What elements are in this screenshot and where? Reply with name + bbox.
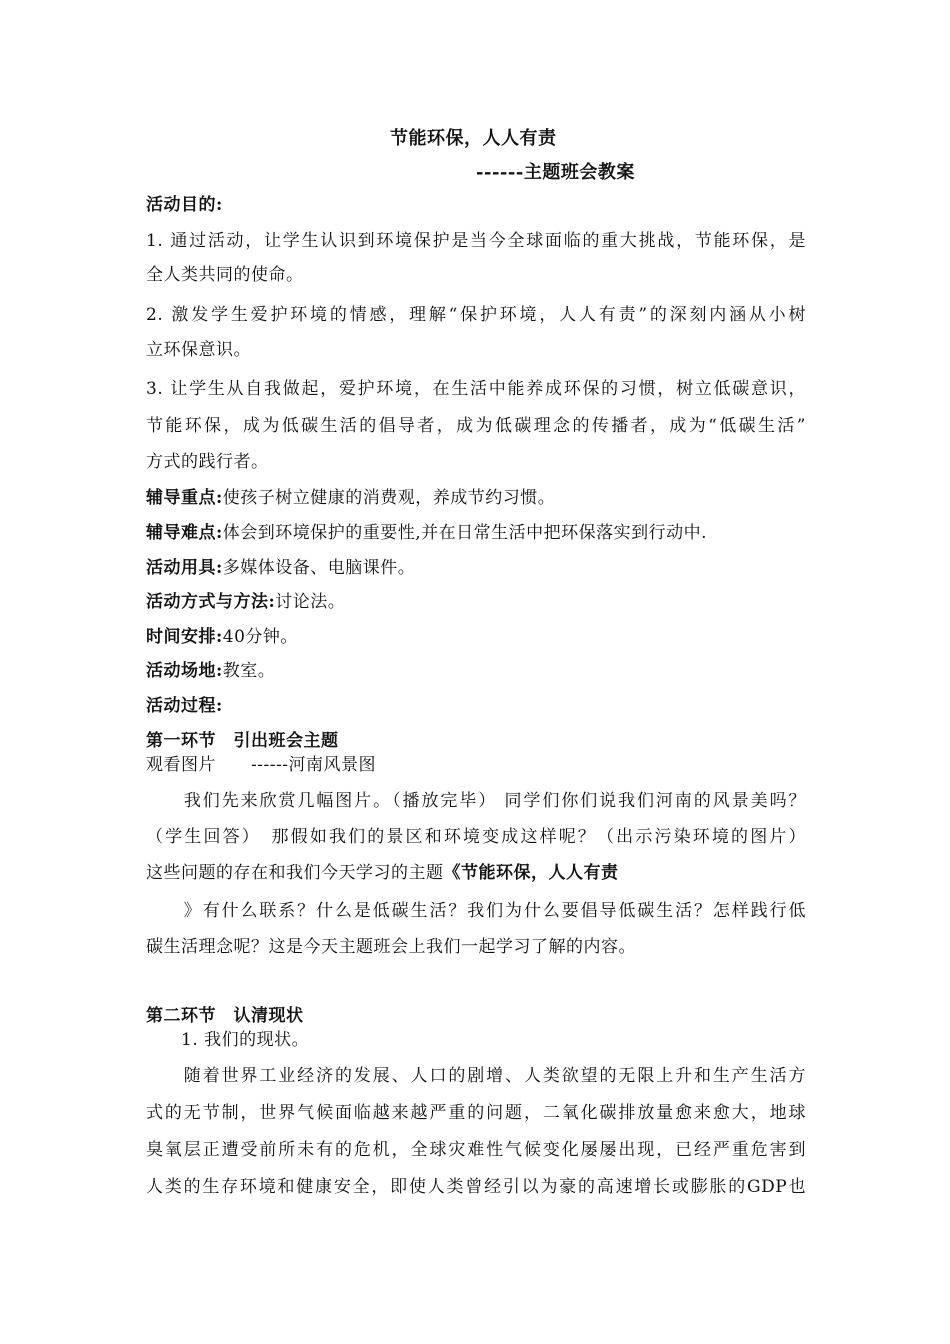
method-line — [146, 590, 345, 614]
place-line — [146, 659, 275, 683]
difficulty-text: 体会到环境保护的重要性,并在日常生活中把环保落实到行动中. — [222, 523, 708, 543]
place-label: 活动场地: — [146, 661, 223, 681]
purpose-item-3-line-2: 节能环保，成为低碳生活的倡导者，成为低碳理念的传播者，成为“低碳生活” — [146, 416, 806, 436]
section-2-paragraph-line-4: 人类的生存环境和健康安全，即使人类曾经引以为豪的高速增长或膨胀的GDP也 — [146, 1177, 806, 1197]
section-1-paragraph-line-5: 碳生活理念呢？这是今天主题班会上我们一起学习了解的内容。 — [146, 937, 636, 957]
section-1-theme-title: 《节能环保，人人有责 — [443, 863, 619, 883]
key-point-label: 辅导重点: — [146, 488, 223, 508]
purpose-item-1-line-2: 全人类共同的使命。 — [146, 265, 304, 285]
method-text: 讨论法。 — [275, 592, 346, 612]
purpose-item-2-line-2: 立环保意识。 — [146, 340, 251, 360]
document-subtitle: ------主题班会教案 — [476, 162, 635, 183]
section-1-paragraph-line-1: 我们先来欣赏几幅图片。（播放完毕） 同学们你们说我们河南的风景美吗？ — [146, 791, 806, 811]
section-1-subheading: 观看图片 ------河南风景图 — [146, 755, 376, 775]
document-title: 节能环保，人人有责 — [390, 128, 557, 149]
purpose-item-3-line-1: 3. 让学生从自我做起，爱护环境，在生活中能养成环保的习惯，树立低碳意识， — [146, 379, 806, 399]
purpose-item-1-line-1: 1. 通过活动，让学生认识到环境保护是当今全球面临的重大挑战，节能环保，是 — [146, 231, 806, 251]
section-2-heading: 第二环节 认清现状 — [146, 1006, 304, 1026]
key-point-line — [146, 486, 555, 510]
section-1-heading: 第一环节 引出班会主题 — [146, 731, 339, 751]
section-1-paragraph-line-4: 》有什么联系？什么是低碳生活？我们为什么要倡导低碳生活？怎样践行低 — [146, 901, 806, 921]
section-2-paragraph-line-3: 臭氧层正遭受前所未有的危机，全球灾难性气候变化屡屡出现，已经严重危害到 — [146, 1140, 806, 1160]
section-2-subheading: 1. 我们的现状。 — [146, 1030, 310, 1050]
section-2-paragraph-line-2: 式的无节制，世界气候面临越来越严重的问题，二氧化碳排放量愈来愈大，地球 — [146, 1103, 806, 1123]
time-line — [146, 625, 298, 649]
section-1-paragraph-line-3 — [146, 861, 619, 885]
place-text: 教室。 — [222, 661, 276, 681]
section-1-paragraph-text: 这些问题的存在和我们今天学习的主题 — [146, 863, 444, 883]
tools-text: 多媒体设备、电脑课件。 — [222, 558, 416, 578]
purpose-item-2-line-1: 2. 激发学生爱护环境的情感，理解“保护环境，人人有责”的深刻内涵从小树 — [146, 305, 806, 325]
process-heading: 活动过程: — [146, 696, 223, 716]
section-2-paragraph-line-1: 随着世界工业经济的发展、人口的剧增、人类欲望的无限上升和生产生活方 — [146, 1066, 806, 1086]
time-text: 40分钟。 — [222, 627, 298, 647]
tools-label: 活动用具: — [146, 558, 223, 578]
method-label: 活动方式与方法: — [146, 592, 276, 612]
key-point-text: 使孩子树立健康的消费观，养成节约习惯。 — [222, 488, 556, 508]
purpose-heading: 活动目的: — [146, 195, 223, 215]
difficulty-label: 辅导难点: — [146, 523, 223, 543]
difficulty-line — [146, 521, 707, 545]
section-1-paragraph-line-2: （学生回答） 那假如我们的景区和环境变成这样呢？（出示污染环境的图片） — [146, 827, 806, 847]
time-label: 时间安排: — [146, 627, 223, 647]
tools-line — [146, 556, 415, 580]
purpose-item-3-line-3: 方式的践行者。 — [146, 452, 269, 472]
